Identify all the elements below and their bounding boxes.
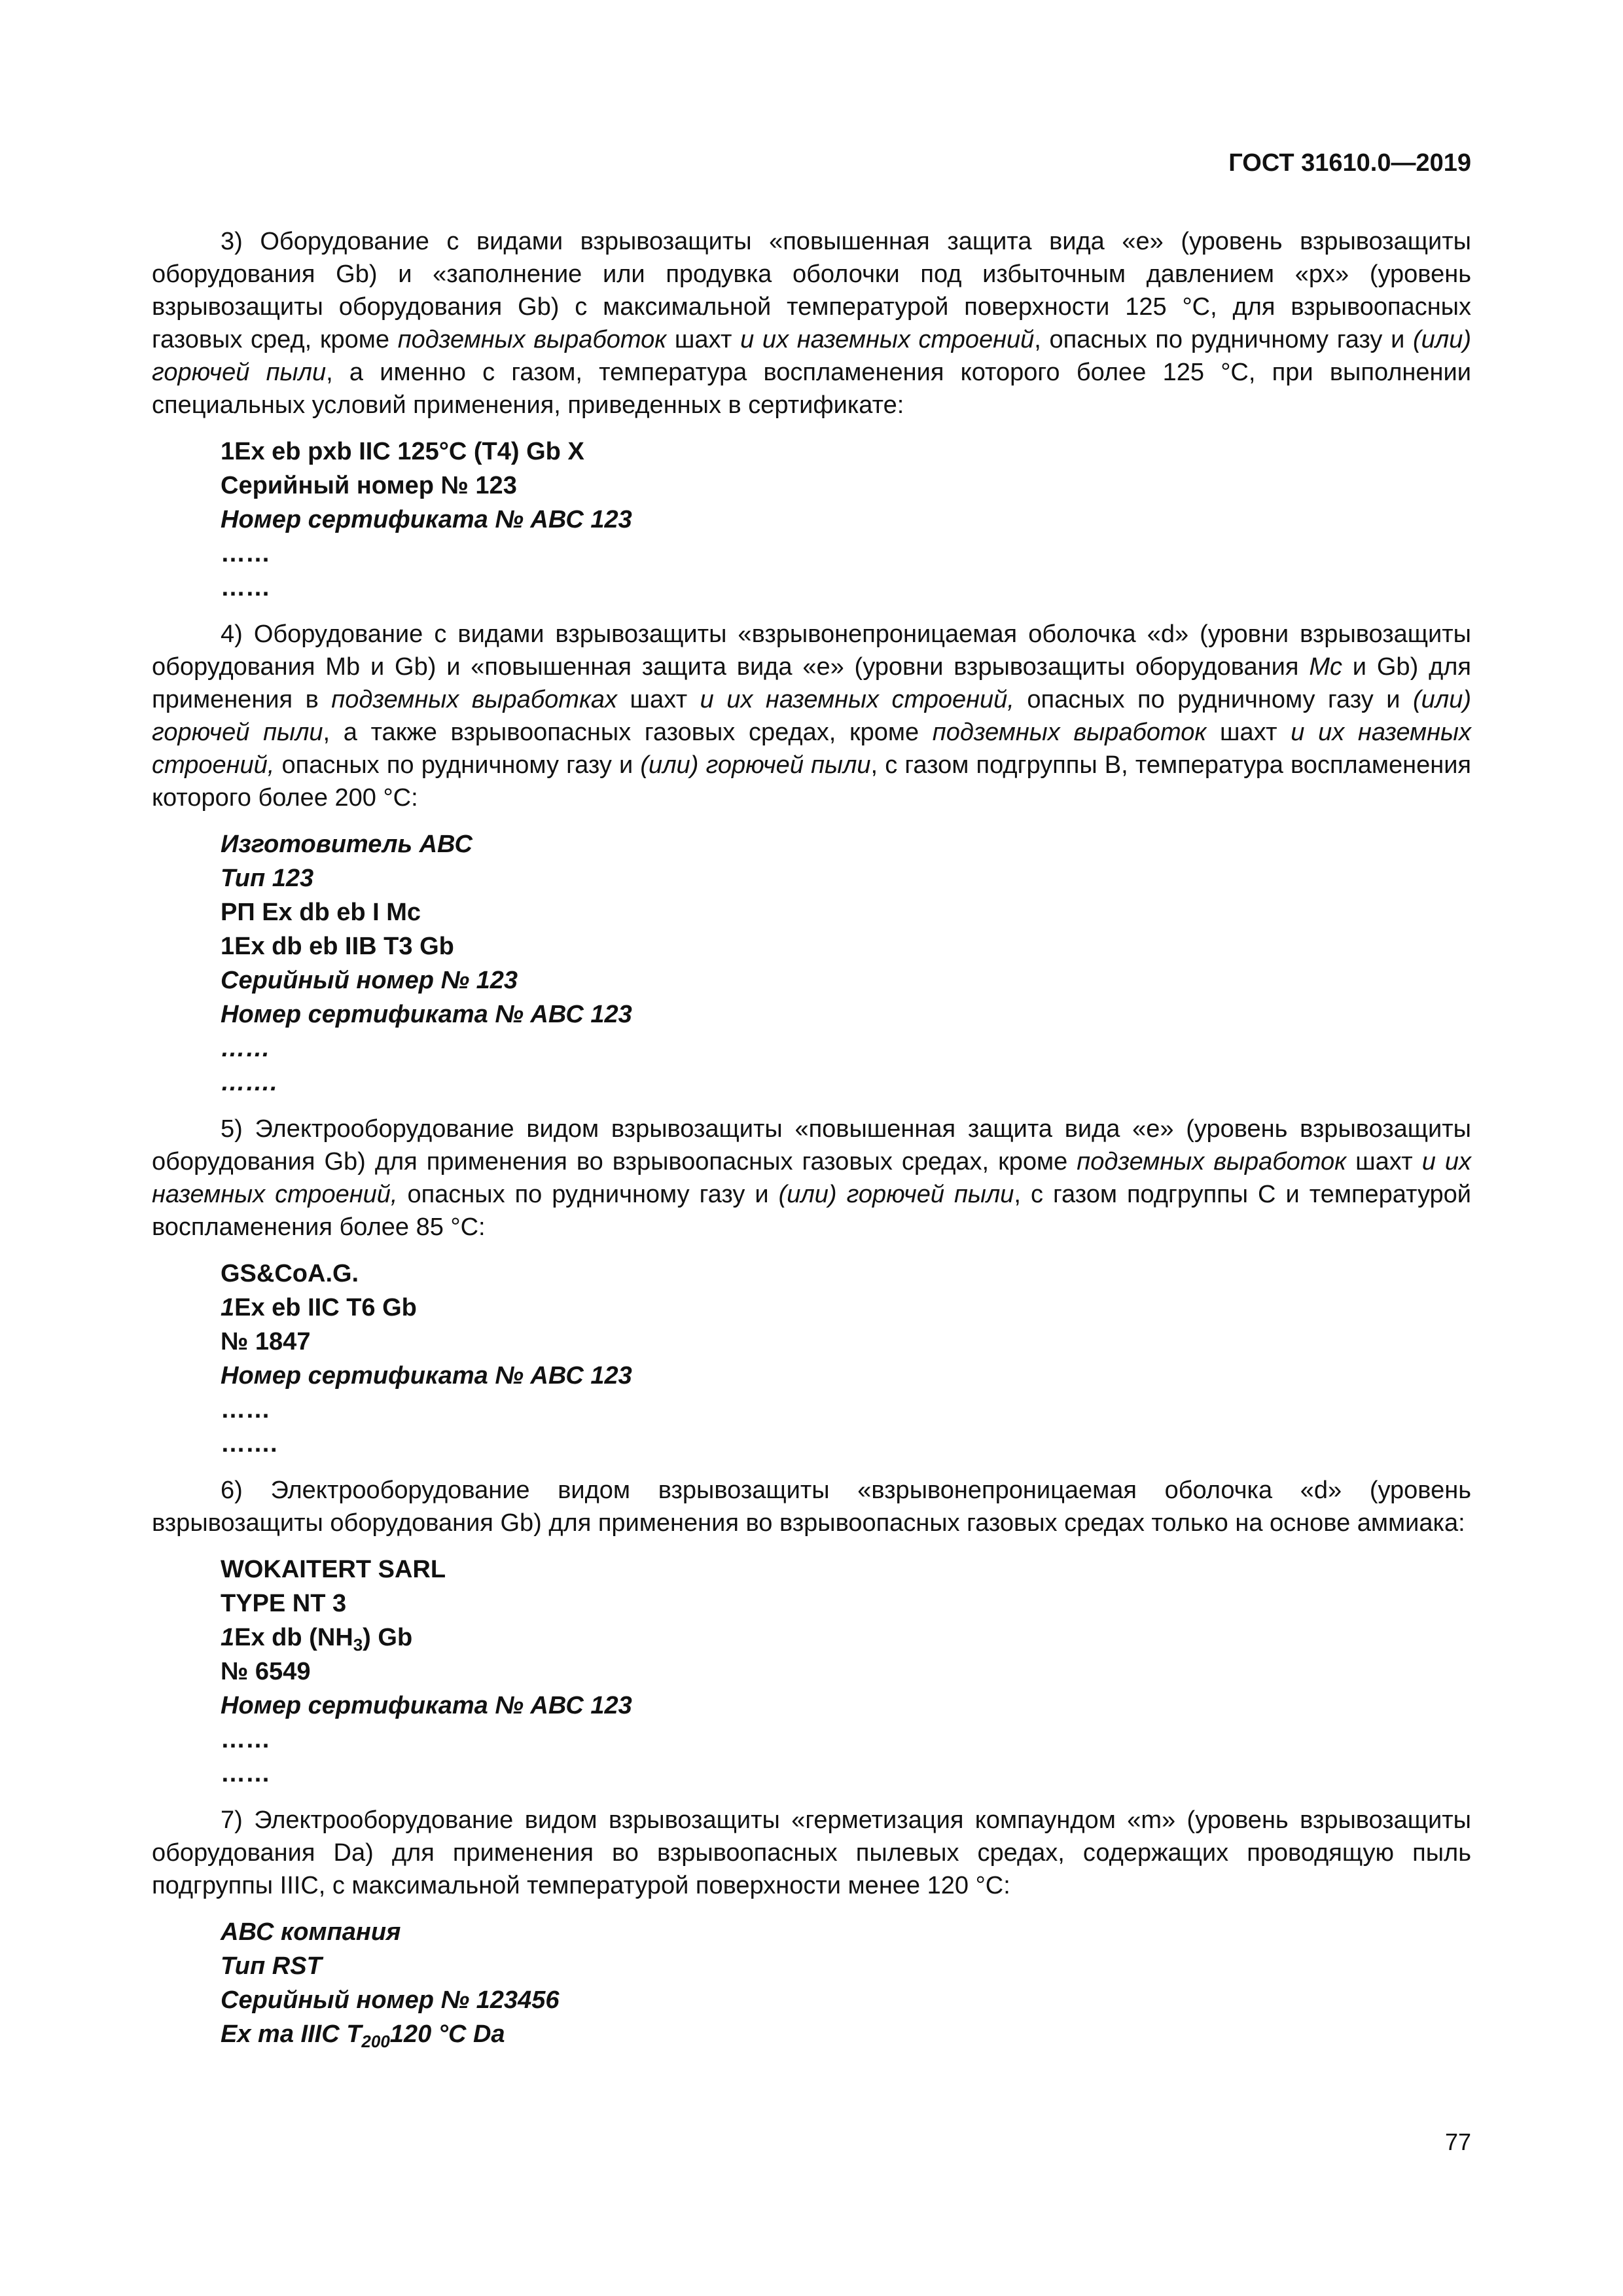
italic-text: Серийный номер № 123456 <box>221 1986 560 2014</box>
marking-example <box>221 1257 1471 1461</box>
italic-text: Номер сертификата № АВС 123 <box>221 1692 632 1719</box>
italic-text: Тип 123 <box>221 865 314 892</box>
text-run: , а также взрывоопасных газовых средах, кроме <box>323 719 933 746</box>
text-run: шахт <box>1346 1148 1422 1175</box>
marking-line <box>221 1031 1471 1066</box>
italic-text: Номер сертификата № АВС 123 <box>221 1362 632 1390</box>
marking-line <box>221 1655 1471 1689</box>
marking-line <box>221 1066 1471 1100</box>
text-run: , с газом подгруппы В, температура воспламенения которого более 200 °С: <box>152 751 1471 812</box>
text-run: шахт <box>617 686 700 713</box>
numbered-paragraph <box>152 1474 1471 1539</box>
marking-line <box>221 1915 1471 1949</box>
text-run: 6) Электрооборудование видом взрывозащиты «взрывонепроницаемая оболочка «d» (уровень взрывозащиты оборудования Gb) для применения во взрывоопасных газовых средах только на основе аммиака: <box>152 1477 1471 1537</box>
italic-text: 1 <box>221 1624 235 1651</box>
text-run: ……. <box>221 1430 277 1458</box>
marking-line <box>221 2017 1471 2051</box>
document-header <box>1228 149 1471 177</box>
italic-text: 1 <box>221 1294 235 1321</box>
marking-line <box>221 1757 1471 1791</box>
italic-text: (или) горючей пыли <box>640 751 871 779</box>
marking-line <box>221 827 1471 861</box>
text-run: опасных по рудничному газу и <box>397 1181 779 1208</box>
text-run: …… <box>221 1760 270 1787</box>
text-run: Серийный номер № 123 <box>221 472 517 499</box>
italic-text: и их наземных строений, <box>152 719 1471 779</box>
marking-line <box>221 1949 1471 1983</box>
text-run: Ex eb IIC T6 Gb <box>234 1294 417 1321</box>
italic-text: и их наземных строений <box>740 326 1035 353</box>
text-run: и Gb) для применения в <box>152 653 1471 713</box>
marking-line <box>221 895 1471 929</box>
text-run: 7) Электрооборудование видом взрывозащиты «герметизация компаундом «m» (уровень взрывозащиты оборудования Da) для применения во взрывоопасных пылевых средах, содержащих проводящую пыль подгруппы IIIC, с максимальной температурой поверхности менее 120 °С: <box>152 1806 1471 1899</box>
text-run: опасных по рудничному газу и <box>1014 686 1413 713</box>
italic-text: Ex ma IIIC T <box>221 2020 362 2048</box>
text-run: …… <box>221 540 270 567</box>
numbered-paragraph <box>152 1113 1471 1244</box>
marking-line <box>221 571 1471 605</box>
marking-line <box>221 1393 1471 1427</box>
numbered-paragraph <box>152 618 1471 814</box>
text-run: …… <box>221 1396 270 1424</box>
marking-line <box>221 1325 1471 1359</box>
text-run: № 1847 <box>221 1328 311 1355</box>
italic-text: АВС компания <box>221 1918 401 1946</box>
text-run: GS&CoA.G. <box>221 1260 359 1287</box>
italic-text: подземных выработок <box>1077 1148 1347 1175</box>
marking-line <box>221 1621 1471 1655</box>
marking-example <box>221 1915 1471 2051</box>
text-run: , опасных по рудничному газу и <box>1034 326 1413 353</box>
italic-text: Серийный номер № 123 <box>221 967 518 994</box>
subscript-text: 200 <box>361 2032 390 2051</box>
page-number: 77 <box>1444 2128 1471 2155</box>
italic-text: подземных выработках <box>331 686 618 713</box>
marking-line <box>221 1257 1471 1291</box>
numbered-paragraph <box>152 1804 1471 1902</box>
italic-text: (или) горючей пыли <box>152 326 1472 386</box>
italic-text: подземных выработок <box>397 326 667 353</box>
text-run: 4) Оборудование с видами взрывозащиты «взрывонепроницаемая оболочка «d» (уровни взрывозащиты оборудования Mb и Gb) и «повышенная защита вида «е» (уровни взрывозащиты оборудования <box>152 620 1471 681</box>
italic-text: 120 °C Da <box>389 2020 505 2048</box>
marking-example <box>221 1552 1471 1791</box>
italic-text: Mc <box>1309 653 1342 681</box>
document-body <box>152 225 1471 2064</box>
marking-line <box>221 1689 1471 1723</box>
text-run: 1Ex db eb IIB T3 Gb <box>221 933 454 960</box>
italic-text: и их наземных строений, <box>700 686 1014 713</box>
text-run: 5) Электрооборудование видом взрывозащиты «повышенная защита вида «е» (уровень взрывозащиты оборудования Gb) для применения во взрывоопасных газовых средах, кроме <box>152 1115 1471 1175</box>
marking-example <box>221 827 1471 1100</box>
marking-line <box>221 1587 1471 1621</box>
text-run: 3) Оборудование с видами взрывозащиты «повышенная защита вида «е» (уровень взрывозащиты оборудования Gb) и «заполнение или продувка оболочки под избыточным давлением «px» (уровень взрывозащиты оборудования Gb) с максимальной температурой поверхности 125 °С, для взрывоопасных газовых сред, кроме <box>152 228 1471 353</box>
text-run: ) Gb <box>363 1624 413 1651</box>
italic-text: (или) горючей пыли <box>778 1181 1014 1208</box>
text-run: шахт <box>1206 719 1291 746</box>
marking-example <box>221 435 1471 605</box>
text-run: опасных по рудничному газу и <box>274 751 641 779</box>
italic-text: Номер сертификата № АВС 123 <box>221 1001 632 1028</box>
text-run: …… <box>221 1726 270 1753</box>
text-run: …… <box>221 574 270 601</box>
italic-text: Номер сертификата № АВС 123 <box>221 506 632 533</box>
marking-line <box>221 1291 1471 1325</box>
italic-text: подземных выработок <box>932 719 1207 746</box>
text-run: Ex db (NH <box>234 1624 353 1651</box>
text-run: № 6549 <box>221 1658 311 1685</box>
marking-line <box>221 435 1471 469</box>
italic-text: и их наземных строений, <box>152 1148 1472 1208</box>
subscript-text: 3 <box>353 1635 363 1655</box>
marking-line <box>221 1359 1471 1393</box>
text-run: 1Ex eb pxb IIC 125°C (T4) Gb X <box>221 438 584 465</box>
marking-line <box>221 1427 1471 1461</box>
text-run: шахт <box>666 326 741 353</box>
marking-line <box>221 1723 1471 1757</box>
marking-line <box>221 537 1471 571</box>
italic-text: ……. <box>221 1069 277 1096</box>
marking-line <box>221 963 1471 997</box>
marking-line <box>221 861 1471 895</box>
text-run: , с газом подгруппы С и температурой воспламенения более 85 °С: <box>152 1181 1472 1241</box>
marking-line <box>221 1552 1471 1587</box>
standard-designation: ГОСТ 31610.0—2019 <box>1228 149 1471 177</box>
text-run: TYPE NT 3 <box>221 1590 347 1617</box>
italic-text: (или) горючей пыли <box>152 686 1471 746</box>
italic-text: …… <box>221 1035 270 1062</box>
text-run: РП Ex db eb I Mc <box>221 899 421 926</box>
marking-line <box>221 503 1471 537</box>
marking-line <box>221 469 1471 503</box>
marking-line <box>221 929 1471 963</box>
text-run: , а именно с газом, температура воспламенения которого более 125 °С, при выполнении специальных условий применения, приведенных в сертификате: <box>152 359 1471 419</box>
marking-line <box>221 997 1471 1031</box>
italic-text: Изготовитель АВС <box>221 831 473 858</box>
marking-line <box>221 1983 1471 2017</box>
text-run: WOKAITERT SARL <box>221 1556 446 1583</box>
numbered-paragraph <box>152 225 1471 422</box>
italic-text: Тип RST <box>221 1952 322 1980</box>
